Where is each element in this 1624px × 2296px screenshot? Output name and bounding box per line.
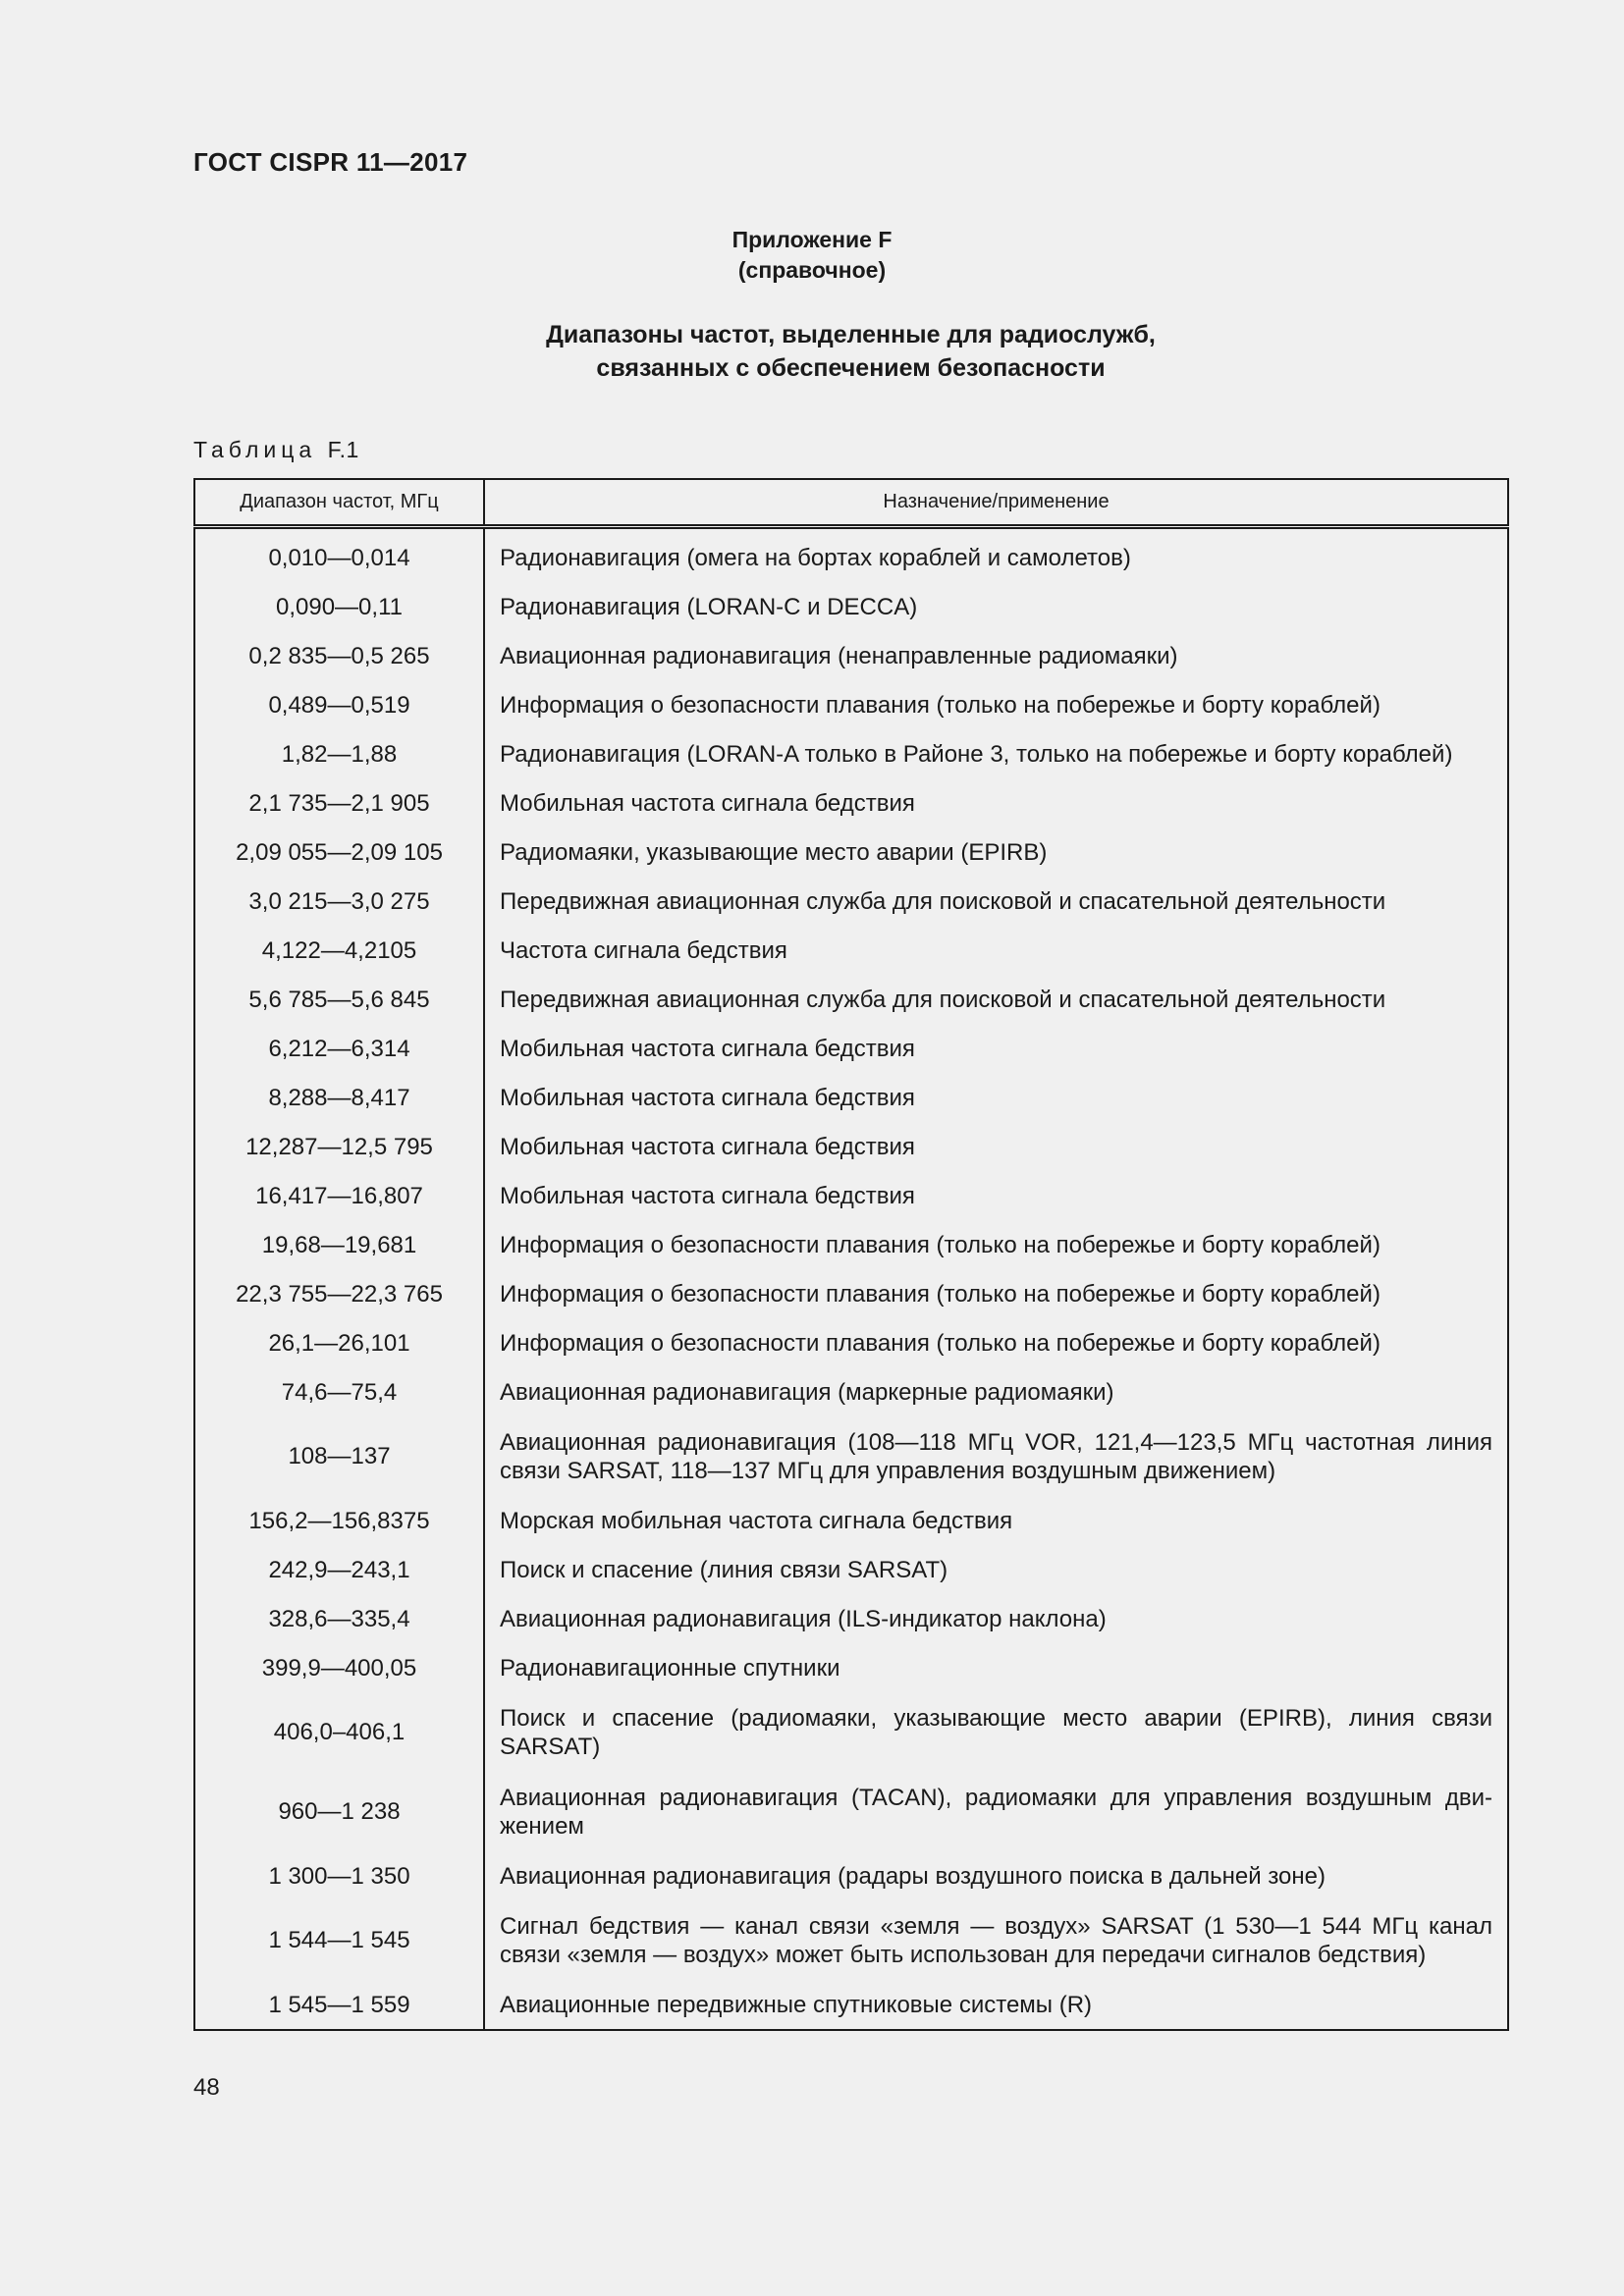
- table-row: [194, 582, 1508, 631]
- range-cell: 0,2 835—0,5 265: [194, 631, 484, 680]
- range-cell: 0,489—0,519: [194, 680, 484, 729]
- purpose-cell: Авиационная радионавигация (ILS-индикатор наклона): [500, 1605, 1107, 1632]
- purpose-cell: Радионавигация (омега на бортах кораблей и самолетов): [500, 544, 1131, 571]
- table-row: [194, 1980, 1508, 2030]
- range-cell: 0,010—0,014: [194, 527, 484, 583]
- purpose-cell: Информация о безопасности плавания (только на побережье и борту кораблей): [500, 691, 1380, 719]
- purpose-cell: Мобильная частота сигнала бедствия: [500, 1084, 915, 1111]
- table-row: [194, 1073, 1508, 1122]
- table-row: [194, 1171, 1508, 1220]
- appendix-title: [0, 318, 1624, 385]
- table-row: [194, 975, 1508, 1024]
- table-row: [194, 1772, 1508, 1851]
- purpose-cell: Информация о безопасности плавания (только на побережье и борту кораблей): [500, 1280, 1380, 1308]
- table-row: [194, 1318, 1508, 1367]
- purpose-cell: Авиационная радионавигация (радары воздушного поиска в дальней зоне): [500, 1862, 1326, 1890]
- table-row: [194, 1594, 1508, 1643]
- table-row: [194, 1851, 1508, 1900]
- table-row: [194, 1024, 1508, 1073]
- table-row: [194, 1367, 1508, 1416]
- appendix-title-line-1: Диапазоны частот, выделенные для радиослужб,: [546, 321, 1156, 348]
- purpose-cell: Мобильная частота сигнала бедствия: [500, 1035, 915, 1062]
- table-row: [194, 1122, 1508, 1171]
- table-row: [194, 877, 1508, 926]
- range-cell: 22,3 755—22,3 765: [194, 1269, 484, 1318]
- range-cell: 16,417—16,807: [194, 1171, 484, 1220]
- document-code: ГОСТ CISPR 11—2017: [193, 147, 468, 177]
- table-row: [194, 631, 1508, 680]
- column-header-purpose: Назначение/применение: [484, 479, 1508, 527]
- purpose-cell: Поиск и спасение (линия связи SARSAT): [500, 1556, 948, 1583]
- range-cell: 328,6—335,4: [194, 1594, 484, 1643]
- table-row: [194, 1643, 1508, 1692]
- appendix-title-line-2: связанных с обеспечением безопасности: [596, 354, 1106, 382]
- purpose-cell: Радиомаяки, указывающие место аварии (EPIRB): [500, 838, 1048, 866]
- table-caption-number: F.1: [327, 437, 359, 462]
- purpose-cell: Поиск и спасение (радиомаяки, указывающие место аварии (EPIRB), линия связи SARSAT): [500, 1704, 1492, 1760]
- range-cell: 1,82—1,88: [194, 729, 484, 778]
- table-row: [194, 1416, 1508, 1496]
- table-row: [194, 926, 1508, 975]
- range-cell: 5,6 785—5,6 845: [194, 975, 484, 1024]
- range-cell: 8,288—8,417: [194, 1073, 484, 1122]
- range-cell: 1 544—1 545: [194, 1900, 484, 1980]
- purpose-cell: Информация о безопасности плавания (только на побережье и борту кораблей): [500, 1231, 1380, 1258]
- table-row: [194, 680, 1508, 729]
- purpose-cell: Морская мобильная частота сигнала бедствия: [500, 1507, 1013, 1534]
- table-row: [194, 1269, 1508, 1318]
- range-cell: 2,1 735—2,1 905: [194, 778, 484, 828]
- purpose-cell: Передвижная авиационная служба для поисковой и спасательной деятельности: [500, 887, 1386, 915]
- purpose-cell: Радионавигация (LORAN-C и DECCA): [500, 593, 918, 620]
- range-cell: 1 545—1 559: [194, 1980, 484, 2030]
- range-cell: 4,122—4,2105: [194, 926, 484, 975]
- appendix-status: (справочное): [737, 257, 887, 283]
- range-cell: 12,287—12,5 795: [194, 1122, 484, 1171]
- purpose-cell: Передвижная авиационная служба для поисковой и спасательной деятельности: [500, 986, 1386, 1013]
- purpose-cell: Радионавигация (LORAN-A только в Районе 3, только на побережье и борту кораблей): [500, 740, 1453, 768]
- table-row: [194, 828, 1508, 877]
- purpose-cell: Сигнал бедствия — канал связи «земля — воздух» SARSAT (1 530—1 544 МГц канал связи «земля — воздух» может быть использован для передачи сигналов бедствия): [500, 1912, 1492, 1968]
- purpose-cell: Мобильная частота сигнала бедствия: [500, 789, 915, 817]
- table-row: [194, 1545, 1508, 1594]
- frequency-table: [193, 478, 1509, 2031]
- range-cell: 108—137: [194, 1416, 484, 1496]
- purpose-cell: Авиационная радионавигация (TACAN), радиомаяки для управления воздушным дви-жением: [500, 1784, 1492, 1840]
- table-caption: [193, 437, 359, 463]
- table-caption-word: Таблица: [193, 437, 317, 462]
- column-header-range: Диапазон частот, МГц: [194, 479, 484, 527]
- range-cell: 242,9—243,1: [194, 1545, 484, 1594]
- table-row: [194, 778, 1508, 828]
- purpose-cell: Авиационная радионавигация (108—118 МГц VOR, 121,4—123,5 МГц частотная линия связи SARSAT, 118—137 МГц для управления воздушным движением): [500, 1428, 1492, 1484]
- purpose-cell: Информация о безопасности плавания (только на побережье и борту кораблей): [500, 1329, 1380, 1357]
- appendix-label: Приложение F: [731, 227, 893, 252]
- purpose-cell: Частота сигнала бедствия: [500, 936, 787, 964]
- range-cell: 156,2—156,8375: [194, 1496, 484, 1545]
- range-cell: 406,0–406,1: [194, 1692, 484, 1772]
- table-row: [194, 527, 1508, 583]
- appendix-heading: [0, 225, 1624, 286]
- range-cell: 0,090—0,11: [194, 582, 484, 631]
- range-cell: 26,1—26,101: [194, 1318, 484, 1367]
- range-cell: 6,212—6,314: [194, 1024, 484, 1073]
- range-cell: 1 300—1 350: [194, 1851, 484, 1900]
- range-cell: 399,9—400,05: [194, 1643, 484, 1692]
- purpose-cell: Авиационные передвижные спутниковые системы (R): [500, 1991, 1093, 2018]
- table-row: [194, 1692, 1508, 1772]
- purpose-cell: Мобильная частота сигнала бедствия: [500, 1182, 915, 1209]
- range-cell: 3,0 215—3,0 275: [194, 877, 484, 926]
- purpose-cell: Радионавигационные спутники: [500, 1654, 840, 1682]
- range-cell: 2,09 055—2,09 105: [194, 828, 484, 877]
- table-row: [194, 1220, 1508, 1269]
- table-row: [194, 1496, 1508, 1545]
- purpose-cell: Мобильная частота сигнала бедствия: [500, 1133, 915, 1160]
- table-row: [194, 729, 1508, 778]
- range-cell: 74,6—75,4: [194, 1367, 484, 1416]
- page-number: 48: [193, 2074, 220, 2101]
- range-cell: 19,68—19,681: [194, 1220, 484, 1269]
- table-row: [194, 1900, 1508, 1980]
- purpose-cell: Авиационная радионавигация (ненаправленные радиомаяки): [500, 642, 1178, 669]
- range-cell: 960—1 238: [194, 1772, 484, 1851]
- table-header-row: [194, 479, 1508, 527]
- purpose-cell: Авиационная радионавигация (маркерные радиомаяки): [500, 1378, 1114, 1406]
